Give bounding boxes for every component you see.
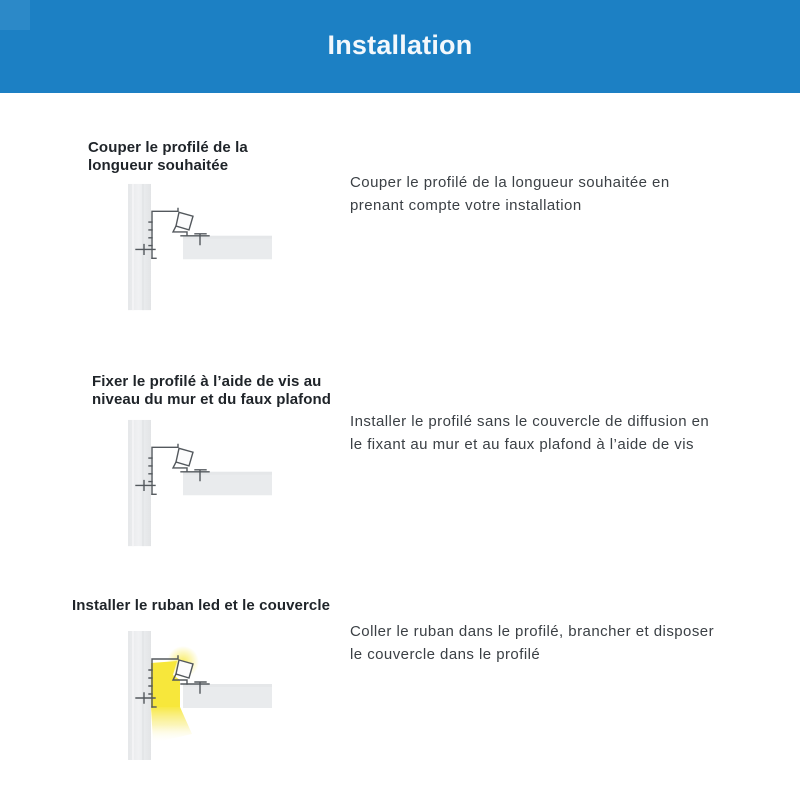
- step2-heading: [92, 373, 331, 409]
- step2-diagram-profile-screwed-icon: [125, 419, 275, 551]
- description-line: Installer le profilé sans le couvercle de diffusion en: [350, 413, 710, 430]
- heading-line: Fixer le profilé à l’aide de vis au: [92, 373, 322, 390]
- step3-description: [350, 620, 714, 666]
- step3-diagram-profile-lit-icon: [125, 630, 275, 765]
- header-corner-accent: [0, 0, 30, 30]
- step1-heading: [88, 139, 248, 175]
- step2-description: [350, 410, 709, 456]
- step1-diagram-profile-mount-icon: [125, 183, 275, 315]
- step1-description: [350, 171, 670, 217]
- heading-line: longueur souhaitée: [88, 157, 229, 174]
- description-line: le couvercle dans le profilé: [350, 646, 541, 663]
- page-title: Installation: [327, 30, 473, 60]
- step3-heading: [72, 597, 330, 615]
- heading-line: Installer le ruban led et le couvercle: [72, 597, 331, 614]
- heading-line: Couper le profilé de la: [88, 139, 248, 156]
- description-line: prenant compte votre installation: [350, 197, 582, 214]
- heading-line: niveau du mur et du faux plafond: [92, 391, 332, 408]
- header-banner: [0, 0, 800, 93]
- description-line: Couper le profilé de la longueur souhaitée en: [350, 174, 670, 191]
- description-line: Coller le ruban dans le profilé, brancher et disposer: [350, 623, 715, 640]
- description-line: le fixant au mur et au faux plafond à l’aide de vis: [350, 436, 694, 453]
- led-light-beam: [151, 707, 192, 743]
